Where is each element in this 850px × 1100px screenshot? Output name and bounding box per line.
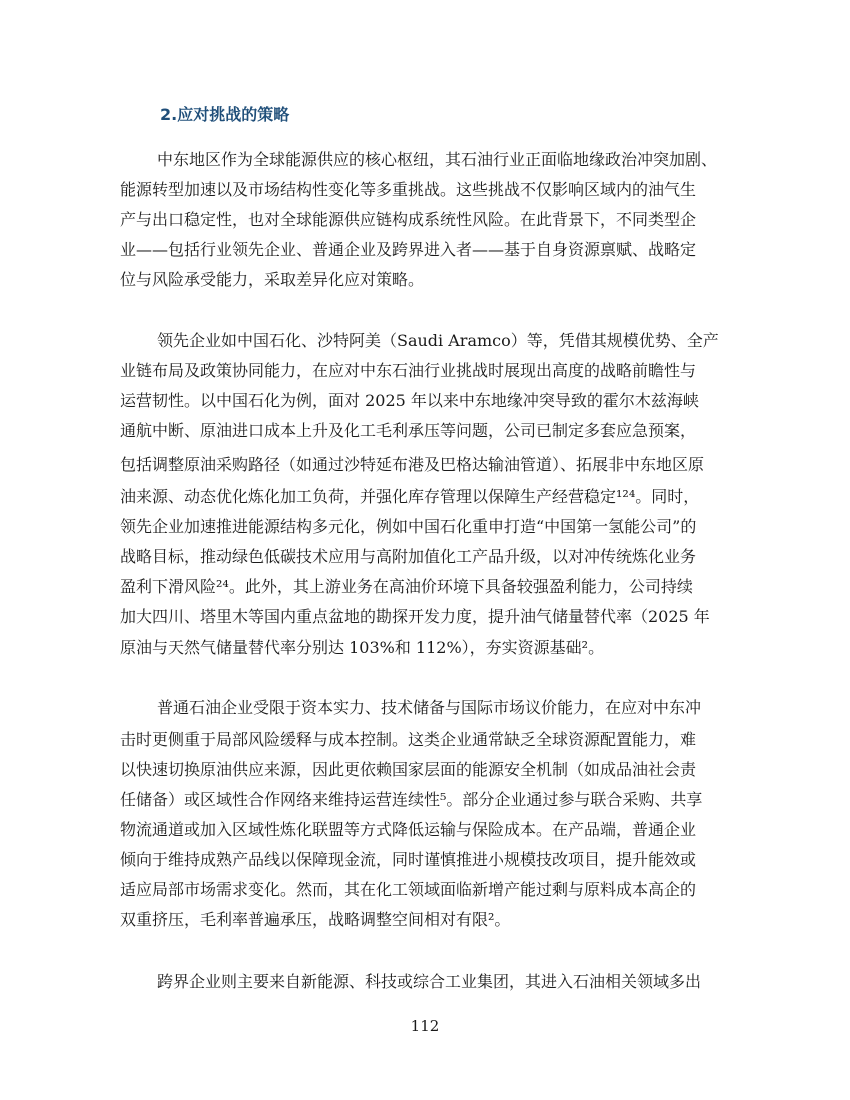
paragraph-2-line-7: 领先企业加速推进能源结构多元化，例如中国石化重申打造“中国第一氢能公司”的 [120, 517, 697, 536]
paragraph-3-line-5: 物流通道或加入区域性炼化联盟等方式降低运输与保险成本。在产品端，普通企业 [120, 820, 697, 839]
paragraph-1-line-3: 产与出口稳定性，也对全球能源供应链构成系统性风险。在此背景下，不同类型企 [120, 210, 697, 229]
paragraph-2-line-3: 运营韧性。以中国石化为例，面对 2025 年以来中东地缘冲突导致的霍尔木兹海峡 [120, 391, 699, 410]
paragraph-3-line-1: 普通石油企业受限于资本实力、技术储备与国际市场议价能力，在应对中东冲 [157, 698, 702, 717]
paragraph-2-line-10: 加大四川、塔里木等国内重点盆地的勘探开发力度，提升油气储量替代率（2025 年 [120, 607, 710, 626]
paragraph-3-line-6: 倾向于维持成熟产品线以保障现金流，同时谨慎推进小规模技改项目，提升能效或 [120, 850, 697, 869]
paragraph-2-line-8: 战略目标，推动绿色低碳技术应用与高附加值化工产品升级，以对冲传统炼化业务 [120, 547, 697, 566]
paragraph-1-line-4: 业——包括行业领先企业、普通企业及跨界进入者——基于自身资源禀赋、战略定 [120, 240, 697, 259]
paragraph-2-line-2: 业链布局及政策协同能力，在应对中东石油行业挑战时展现出高度的战略前瞻性与 [120, 361, 697, 380]
paragraph-1-line-5: 位与风险承受能力，采取差异化应对策略。 [120, 270, 425, 289]
paragraph-2-line-1: 领先企业如中国石化、沙特阿美（Saudi Aramco）等，凭借其规模优势、全产 [157, 331, 719, 350]
paragraph-2-line-9: 盈利下滑风险²⁴。此外，其上游业务在高油价环境下具备较强盈利能力，公司持续 [120, 577, 693, 596]
paragraph-3-line-3: 以快速切换原油供应来源，因此更依赖国家层面的能源安全机制（如成品油社会责 [120, 760, 697, 779]
paragraph-2-line-6: 油来源、动态优化炼化加工负荷，并强化库存管理以保障生产经营稳定¹²⁴。同时， [120, 487, 700, 506]
paragraph-3-line-4: 任储备）或区域性合作网络来维持运营连续性⁵。部分企业通过参与联合采购、共享 [120, 790, 703, 809]
paragraph-3-line-2: 击时更侧重于局部风险缓释与成本控制。这类企业通常缺乏全球资源配置能力，难 [120, 730, 697, 749]
paragraph-3-line-7: 适应局部市场需求变化。然而，其在化工领域面临新增产能过剩与原料成本高企的 [120, 880, 697, 899]
paragraph-1-line-1: 中东地区作为全球能源供应的核心枢纽，其石油行业正面临地缘政治冲突加剧、 [157, 150, 718, 169]
section-heading: 2.应对挑战的策略 [160, 105, 290, 124]
paragraph-1-line-2: 能源转型加速以及市场结构性变化等多重挑战。这些挑战不仅影响区域内的油气生 [120, 180, 697, 199]
paragraph-2-line-4: 通航中断、原油进口成本上升及化工毛利承压等问题，公司已制定多套应急预案， [120, 421, 697, 440]
paragraph-2-line-11: 原油与天然气储量替代率分别达 103%和 112%），夯实资源基础²。 [120, 638, 605, 657]
paragraph-2-line-5: 包括调整原油采购路径（如通过沙特延布港及巴格达输油管道）、拓展非中东地区原 [120, 455, 705, 474]
paragraph-3-line-8: 双重挤压，毛利率普遍承压，战略调整空间相对有限²。 [120, 910, 511, 929]
page-number: 112 [410, 1017, 440, 1035]
paragraph-4-line-1: 跨界企业则主要来自新能源、科技或综合工业集团，其进入石油相关领域多出 [157, 972, 702, 991]
